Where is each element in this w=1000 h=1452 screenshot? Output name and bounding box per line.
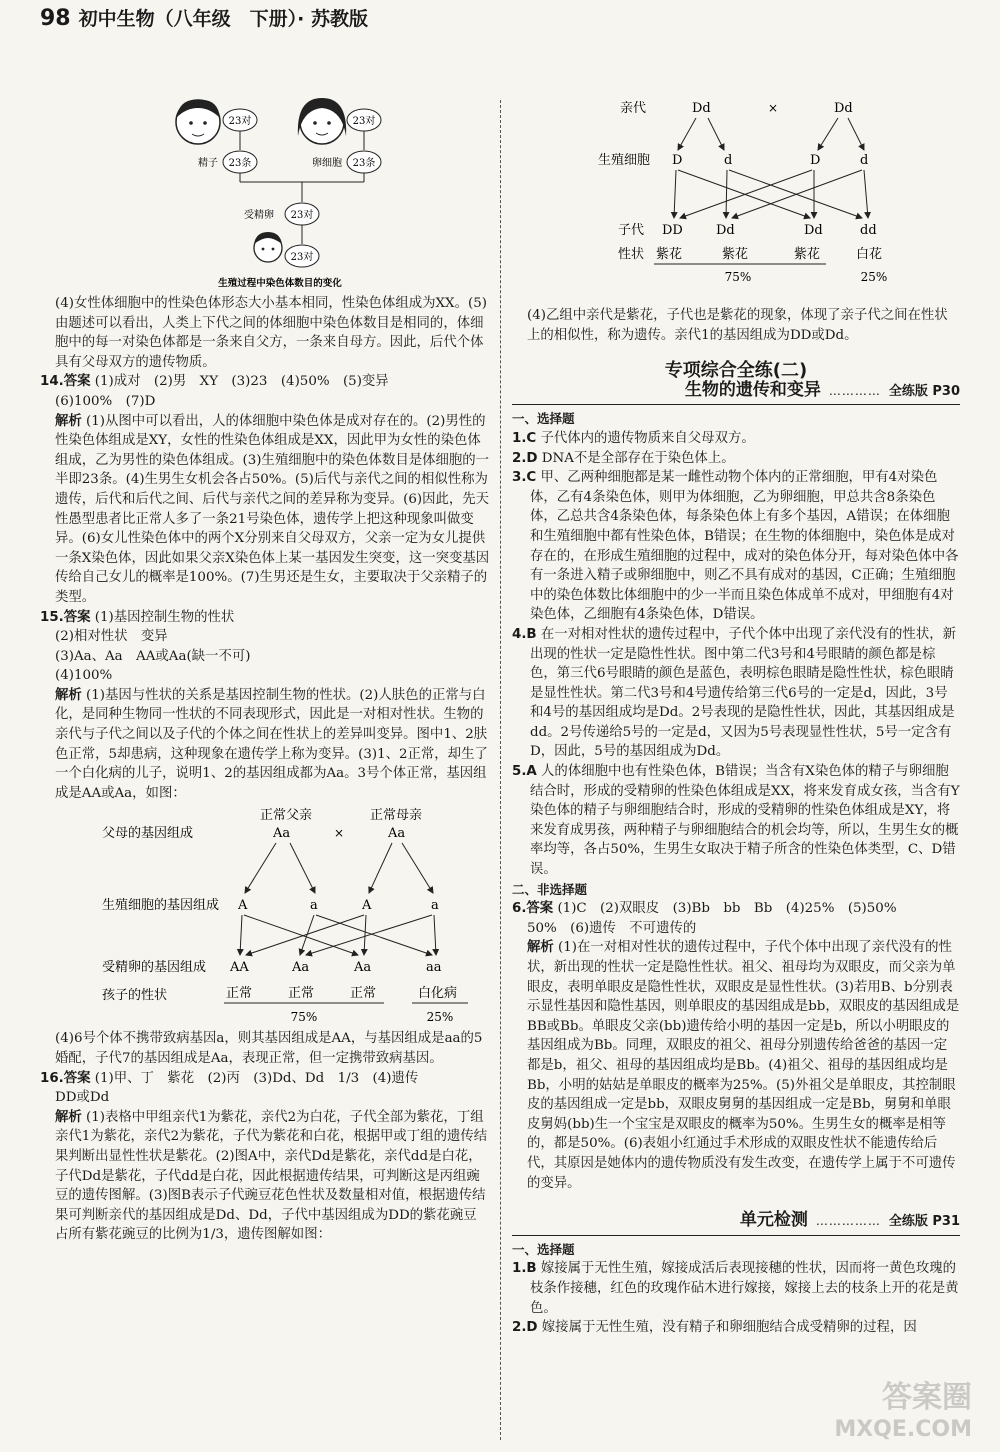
- b1-label: 1.B: [512, 1261, 537, 1277]
- child-badge: 23对: [290, 252, 314, 263]
- gamete-D2: D: [810, 153, 821, 168]
- row-parent: 亲代: [620, 101, 647, 116]
- section-bar-1: [512, 381, 960, 406]
- gamete-2: a: [310, 898, 318, 914]
- gamete-d2: d: [860, 153, 869, 168]
- pct-albino: 25%: [426, 1010, 454, 1025]
- section-ref-2: 全练版 P31: [888, 1214, 960, 1230]
- row-trait: 性状: [618, 247, 645, 262]
- normal-father-label: 正常父亲: [259, 808, 313, 824]
- offspring-2: Dd: [716, 223, 735, 238]
- b1-text: 嫁接属于无性生殖，嫁接成活后表现接穗的性状，因而将一黄色玫瑰的枝条作接穗，红色的玫瑰作砧木进行嫁接，嫁接上去的枝条上开的花是黄色。: [530, 1261, 959, 1316]
- q15-answer-4: (4)100%: [55, 668, 113, 684]
- q16-answer-2: DD或Dd: [55, 1090, 110, 1106]
- figure-caption: 生殖过程中染色体数目的变化: [218, 278, 342, 289]
- gamete-4: a: [431, 898, 439, 914]
- gamete-d1: d: [724, 153, 733, 168]
- mother-face-icon: [298, 98, 346, 144]
- offspring-3: Dd: [804, 223, 823, 238]
- pea-trait-4: 白花: [856, 247, 883, 262]
- zygote-label: 受精卵: [244, 210, 274, 221]
- zygote-badge: 23对: [290, 210, 314, 221]
- a3-text: 甲、乙两种细胞都是某一雌性动物个体内的正常细胞，甲有4对染色体，乙有4条染色体，则甲为体细胞，乙为卵细胞，甲总共含8条染色体，乙总共含4条染色体，每条染色体上有多个基因，A错误；在体细胞和生殖细胞中都有性染色体，B错误；在生物的体细胞中，染色体是成对存在的，在形成生殖细胞的过程中，成对的染色体分开，每对染色体中各有一条进入精子或卵细胞中，则乙不具有成对的基因，C正确；生殖细胞中的染色体数比体细胞中的少一半而且染色体成单不成对，甲细胞有4对染色体，乙细胞有4条染色体，D错误。: [530, 470, 959, 623]
- q14-label: 14.答案: [40, 374, 91, 390]
- zygote-3: Aa: [354, 960, 372, 976]
- pea-trait-2: 紫花: [722, 247, 749, 262]
- offspring-4: dd: [860, 223, 877, 238]
- a5-text: 人的体细胞中也有性染色体，B错误；当含有X染色体的精子与卵细胞结合时，形成的受精卵的性染色体组成是XX，将来发育成女孩，当含有Y染色体的精子与卵细胞结合时，形成的受精卵的性染色体组成是XY，将来发育成男孩，两种精子与卵细胞结合的机会均等，所以，生男生女的概率均等，各占50%，生男生女取决于精子所含的性染色体类型，C、D错误。: [530, 764, 960, 878]
- heading-choice-1: 一、选择题: [512, 411, 575, 427]
- a4-text: 在一对相对性状的遗传过程中，子代个体中出现了亲代没有的性状，新出现的性状一定是隐性性状。图中第二代3号和4号眼睛的颜色都是棕色，第三代6号眼睛的颜色是蓝色，表明棕色眼睛是隐性性状，棕色眼睛是显性性状。第二代3号和4号遗传给第三代6号的一定是d，因此，3号和4号的基因组成均是Dd。2号表现的是隐性性状，因此，其基因组成是dd。2号传递给5号的一定是d，又因为5号表现显性性状，5号一定含有D，因此，5号的基因组成为Dd。: [530, 626, 956, 760]
- q14-answer: (1)成对 (2)男 XY (3)23 (4)50% (5)变异: [94, 374, 389, 390]
- right-column: [512, 94, 960, 1338]
- zygote-2: Aa: [292, 960, 310, 976]
- a5-label: 5.A: [512, 764, 537, 780]
- heading-nonchoice: 二、非选择题: [512, 881, 588, 897]
- watermark-logo: [834, 1382, 972, 1446]
- normal-mother-label: 正常母亲: [369, 808, 423, 824]
- father-face-icon: [176, 100, 220, 144]
- row-gamete: 生殖细胞: [598, 153, 651, 168]
- q15-answer-1: (1)基因控制生物的性状: [94, 609, 235, 625]
- row-parent-genotype: 父母的基因组成: [102, 826, 194, 842]
- cross-symbol: ×: [334, 826, 345, 841]
- book-title: 初中生物（八年级 下册）· 苏教版: [78, 8, 368, 30]
- zygote-1: AA: [230, 960, 249, 976]
- pct-normal: 75%: [290, 1010, 318, 1025]
- gamete-1: A: [238, 898, 248, 914]
- father-badge: 23对: [228, 116, 252, 127]
- watermark-line-1: 答案圈: [882, 1380, 972, 1415]
- father-genotype: Aa: [273, 826, 291, 842]
- section-ref-1: 全练版 P30: [888, 383, 960, 399]
- q14-analysis-label: 解析: [55, 413, 82, 429]
- page-number: 98: [40, 6, 71, 31]
- section-dots-2: ……………: [815, 1214, 881, 1229]
- a1-label: 1.C: [512, 430, 537, 446]
- a4-label: 4.B: [512, 626, 537, 642]
- a3-label: 3.C: [512, 470, 537, 486]
- q16-analysis-label: 解析: [55, 1109, 82, 1125]
- a1-text: 子代体内的遗传物质来自父母双方。: [540, 430, 755, 446]
- trait-1: 正常: [226, 986, 253, 1002]
- q6-answer-2: 50% (6)遗传 不可遗传的: [527, 920, 697, 936]
- answer-13-continued: (4)女性体细胞中的性染色体形态大小基本相同，性染色体组成为XX。(5)由题述可以看出，人类上下代之间的体细胞中染色体数目是相同的，体细胞中的每一对染色体都是一条来自父方，一条来自母方。因此，后代个体具有父母双方的遗传物质。: [55, 296, 487, 370]
- row-child-trait: 孩子的性状: [102, 988, 168, 1004]
- pea-trait-3: 紫花: [794, 247, 821, 262]
- q6-analysis: (1)在一对相对性状的遗传过程中，子代个体中出现了亲代没有的性状，新出现的性状一定是隐性性状。祖父、祖母均为双眼皮，而父亲为单眼皮，表明单眼皮是隐性性状，双眼皮是显性性状。(3)若用B、b分别表示显性基因和隐性基因，则单眼皮的基因组成是bb，双眼皮的基因组成是BB或Bb。单眼皮父亲(bb)遗传给小明的基因一定是b，所以小明眼皮的基因组成为Bb。同理，双眼皮的祖父、祖母分别遗传给爸爸的基因一定都是b，祖父、祖母的基因组成均是Bb。(4)祖父、祖母的基因组成均是Bb，小明的姑姑是单眼皮的概率为25%。(5)外祖父是单眼皮，其控制眼皮的基因组成一定是bb，双眼皮舅舅的基因组成一定是Bb，舅舅和单眼皮舅妈(bb)生一个宝宝是双眼皮的概率为50%。生男生女的概率是相等的，都是50%。(6)表姐小红通过手术形成的双眼皮性状不能遗传给后代，其原因是她体内的遗传物质没有发生改变，在遗传学上属于不可遗传的变异。: [527, 940, 960, 1191]
- section-title-1: 专项综合全练(二): [664, 360, 808, 382]
- zygote-4: aa: [426, 960, 442, 976]
- q6-answer: (1)C (2)双眼皮 (3)Bb bb Bb (4)25% (5)50%: [557, 901, 897, 917]
- parent-2-genotype: Dd: [834, 101, 853, 116]
- a2-text: DNA不是全部存在于染色体上。: [541, 450, 735, 466]
- q16-analysis: (1)表格中甲组亲代1为紫花，亲代2为白花，子代全部为紫花，丁组亲代1为紫花，亲代2为紫花，子代为紫花和白花，根据甲或丁组的遗传结果判断出显性性状是紫花。(2)图A中，亲代Dd是紫花，亲代dd是白花，子代Dd是紫花，子代dd是白花，因此根据遗传结果，可判断这是丙组豌豆的遗传图解。(3)图B表示子代豌豆花色性状及数量相对值，根据遗传结果可判断亲代的基因组成是Dd、Dd，子代中基因组成为DD的紫花豌豆占所有紫花豌豆的比例为1/3，遗传图解如图：: [55, 1109, 488, 1243]
- albinism-pedigree-figure: [40, 805, 490, 1027]
- mother-genotype: Aa: [388, 826, 406, 842]
- cross-symbol-2: ×: [768, 101, 779, 115]
- sperm-badge: 23条: [228, 158, 252, 169]
- page-header: [40, 4, 368, 31]
- trait-4: 白化病: [418, 986, 458, 1002]
- q15-answer-2: (2)相对性状 变异: [55, 629, 168, 645]
- b2-text: 嫁接属于无性生殖，没有精子和卵细胞结合成受精卵的过程，因: [541, 1320, 917, 1336]
- q6-label: 6.答案: [512, 901, 554, 917]
- sperm-label: 精子: [198, 158, 218, 169]
- left-column: [40, 294, 490, 1245]
- q15-analysis: (1)基因与性状的关系是基因控制生物的性状。(2)人肤色的正常与白化，是同种生物同一性状的不同表现形式，因此是一对相对性状。生物的亲代与子代之间以及子代的个体之间在性状上的差异叫变异。图中1、2肤色正常，5却患病，这种现象在遗传学上称为变异。(3)1、2正常，却生了一个白化病的儿子，说明1、2的基因组成都为Aa。3号个体正常，基因组成是AA或Aa，如图：: [55, 687, 488, 801]
- heading-choice-2: 一、选择题: [512, 1241, 575, 1257]
- child-face-icon: [254, 232, 282, 262]
- pea-trait-1: 紫花: [656, 247, 683, 262]
- q15-analysis-label: 解析: [55, 687, 82, 703]
- b2-label: 2.D: [512, 1320, 538, 1336]
- gamete-3: A: [362, 898, 372, 914]
- q15-part4: (4)6号个体不携带致病基因a，则其基因组成是AA，与基因组成是aa的5婚配，子代7的基因组成是Aa，表现正常，但一定携带致病基因。: [55, 1031, 483, 1067]
- row-offspring: 子代: [618, 223, 645, 238]
- section-subtitle-1: 生物的遗传和变异: [684, 379, 821, 400]
- q6-analysis-label: 解析: [527, 940, 554, 956]
- q14-answer-2: (6)100% (7)D: [55, 393, 156, 409]
- row-gamete-genotype: 生殖细胞的基因组成: [102, 898, 220, 914]
- gamete-D1: D: [672, 153, 683, 168]
- column-divider: [500, 100, 501, 1440]
- q16-answer: (1)甲、丁 紫花 (2)丙 (3)Dd、Dd 1/3 (4)遗传: [94, 1070, 419, 1086]
- q14-analysis: (1)从图中可以看出，人的体细胞中染色体是成对存在的。(2)男性的性染色体组成是XY，女性的性染色体组成是XX，因此甲为女性的染色体组成，乙为男性的染色体组成。(3)生殖细胞中的染色体数目是体细胞的一半即23条。(4)生男生女机会各占50%。(5)后代与亲代之间的相似性称为遗传，后代和后代之间、后代与亲代之间的差异称为变异。(6)因此，先天性愚型患者比正常人多了一条21号染色体，遗传学上把这种现象叫做变异。(6)女儿性染色体中的两个X分别来自父母双方，父亲一定为女儿提供一条X染色体，因此如果父亲X染色体上某一基因发生突变，这一突变基因传给自己女儿的概率是100%。(7)生男还是生女，主要取决于父亲精子的类型。: [55, 413, 490, 605]
- q16-part4: (4)乙组中亲代是紫花，子代也是紫花的现象，体现了亲子代之间在性状上的相似性，称为遗传。亲代1的基因组成为DD或Dd。: [527, 308, 948, 343]
- chromosome-figure: [150, 96, 420, 296]
- watermark-line-2: MXQE.COM: [834, 1417, 972, 1442]
- parent-1-genotype: Dd: [692, 101, 711, 116]
- pea-pct-white: 25%: [860, 270, 888, 284]
- section-bar-2: [512, 1211, 960, 1236]
- q15-label: 15.答案: [40, 609, 91, 625]
- trait-2: 正常: [288, 986, 315, 1002]
- trait-3: 正常: [350, 986, 377, 1002]
- q15-answer-3: (3)Aa、Aa AA或Aa(缺一不可): [55, 648, 251, 664]
- mother-badge: 23对: [352, 116, 376, 127]
- section-title-2: 单元检测: [739, 1210, 808, 1231]
- row-zygote-genotype: 受精卵的基因组成: [102, 960, 207, 976]
- egg-label: 卵细胞: [312, 158, 342, 169]
- offspring-1: DD: [662, 223, 683, 238]
- egg-badge: 23条: [352, 158, 376, 169]
- a2-label: 2.D: [512, 450, 538, 466]
- q16-label: 16.答案: [40, 1070, 91, 1086]
- section-dots-1: …………: [828, 383, 881, 398]
- pea-pct-purple: 75%: [724, 270, 752, 284]
- pea-flower-cross-figure: [512, 94, 960, 292]
